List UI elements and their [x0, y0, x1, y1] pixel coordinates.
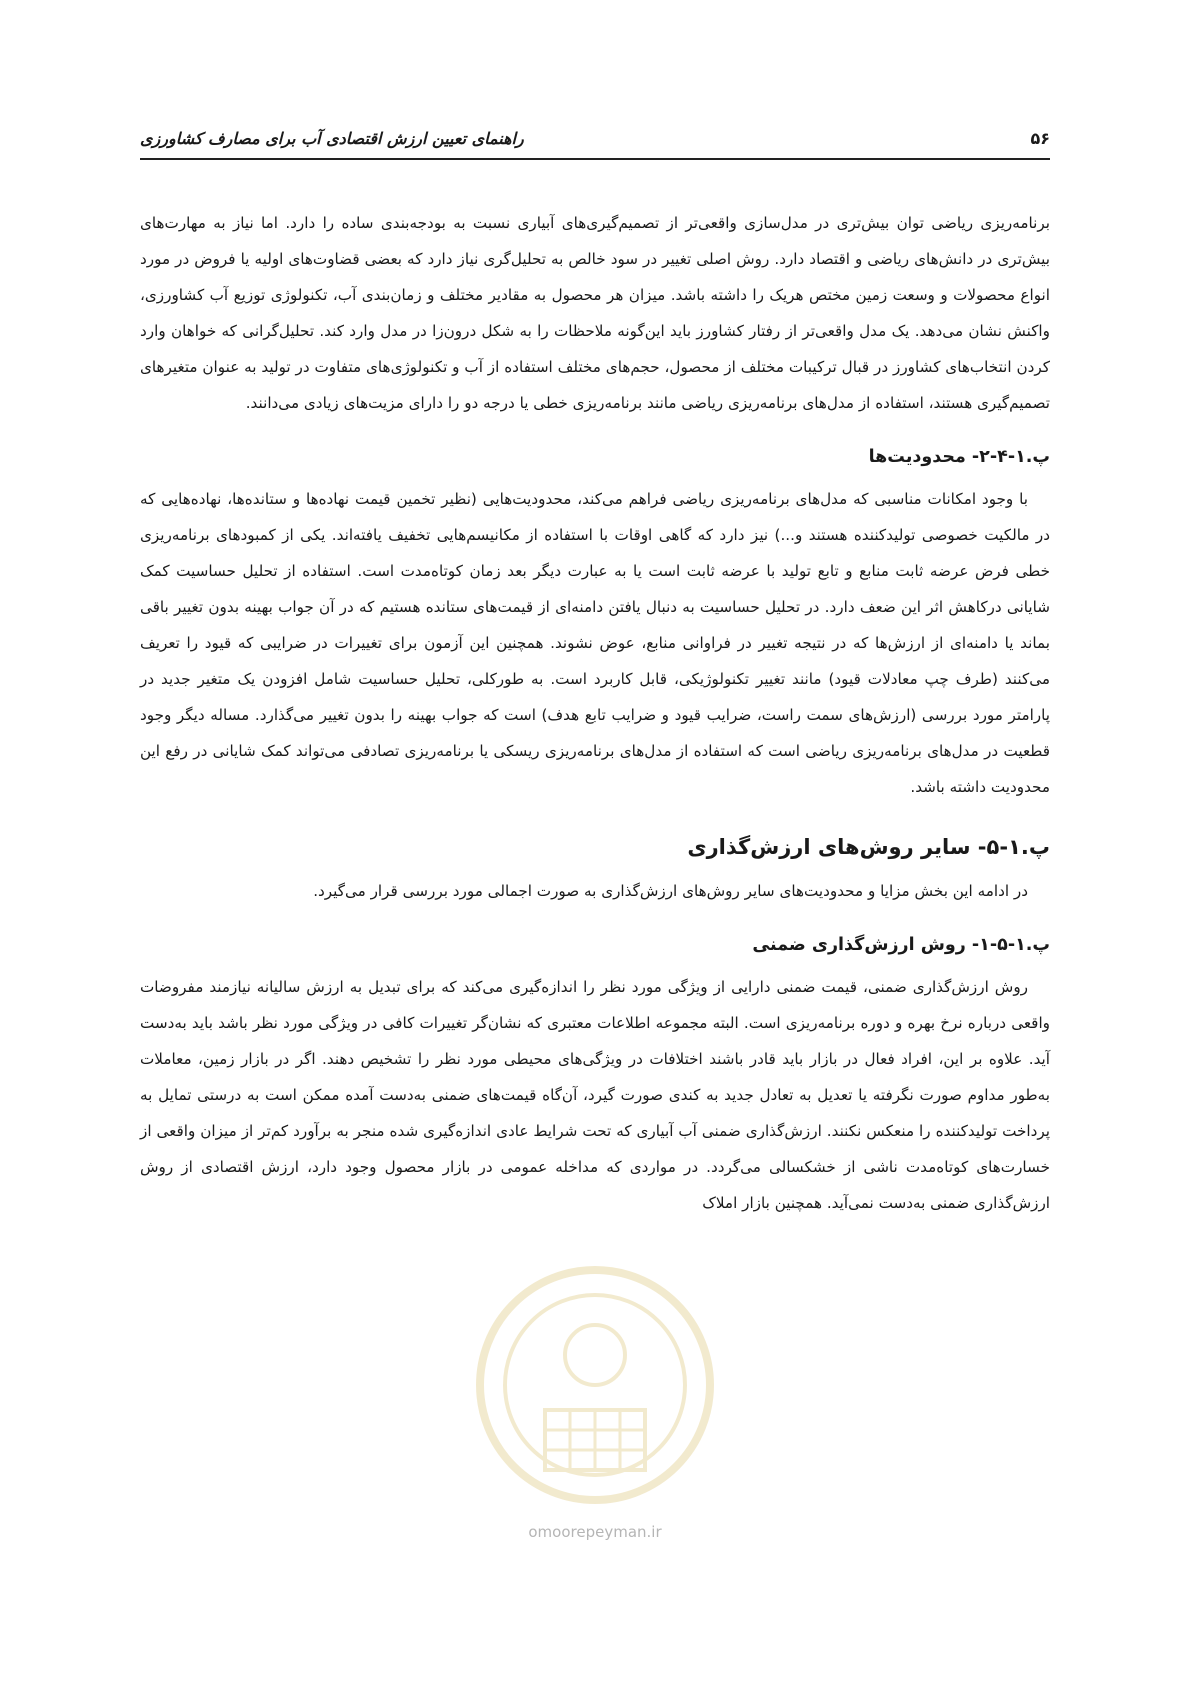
header-title: راهنمای تعیین ارزش اقتصادی آب برای مصارف کشاورزی	[140, 128, 524, 148]
watermark-url: omoorepeyman.ir	[528, 1523, 662, 1541]
section-heading-other-methods: پ.۱-۵- سایر روش‌های ارزش‌گذاری	[687, 835, 1050, 859]
paragraph-other-methods: در ادامه این بخش مزایا و محدودیت‌های سایر روش‌های ارزش‌گذاری به صورت اجمالی مورد بررسی قرار می‌گیرد.	[313, 882, 1028, 900]
paragraph-intro: برنامه‌ریزی ریاضی توان بیش‌تری در مدل‌سازی واقعی‌تر از تصمیم‌گیری‌های آبیاری نسبت به بودجه‌بندی ساده را دارد. اما نیاز به مهارت‌های بیش‌تری در دانش‌های ریاضی و اقتصاد دارد. روش اصلی تغییر در سود خالص به تحلیل‌گری نیاز دارد که بعضی قضاوت‌های اولیه یا فروض در مورد انواع محصولات و وسعت زمین مختص هریک را داشته باشد. میزان هر محصول به مقادیر مختلف و زمان‌بندی آب، تکنولوژی توزیع آب کشاورزی، واکنش نشان می‌دهد. یک مدل واقعی‌تر از رفتار کشاورز باید این‌گونه ملاحظات را به شکل درون‌زا در مدل وارد کند. تحلیل‌گرانی که خواهان وارد کردن انتخاب‌های کشاورز در قبال ترکیبات مختلف از محصول، حجم‌های مختلف استفاده از آب و تکنولوژی‌های متفاوت در تولید به عنوان متغیرهای تصمیم‌گیری هستند، استفاده از مدل‌های برنامه‌ریزی ریاضی مانند برنامه‌ریزی خطی یا درجه دو را دارای مزیت‌های زیادی می‌دانند.	[140, 214, 1050, 412]
section-heading-implicit-valuation: پ.۱-۵-۱- روش ارزش‌گذاری ضمنی	[752, 935, 1050, 955]
paragraph-limitations: با وجود امکانات مناسبی که مدل‌های برنامه‌ریزی ریاضی فراهم می‌کند، محدودیت‌هایی (نظیر تخمین قیمت نهاده‌ها و ستانده‌ها، نهاده‌هایی که در مالکیت خصوصی تولیدکننده هستند و...) نیز دارد که گاهی اوقات با استفاده از مکانیسم‌هایی تخفیف یافته‌اند. یکی از کمبودهای برنامه‌ریزی خطی فرض عرضه ثابت منابع و تابع تولید با عرضه ثابت است یا به عبارت دیگر بعد زمان کوتاه‌مدت است. استفاده از تحلیل حساسیت کمک شایانی درکاهش اثر این ضعف دارد. در تحلیل حساسیت به دنبال یافتن دامنه‌ای از قیمت‌های ستانده هستیم که در آن جواب بهینه بدون تغییر باقی بماند یا دامنه‌ای از ارزش‌ها که در نتیجه تغییر در فراوانی منابع، عوض نشوند. همچنین این آزمون برای تغییرات در ضرایبی که قیود را تعریف می‌کنند (طرف چپ معادلات قیود) مانند تغییر تکنولوژیکی، قابل کاربرد است. به طورکلی، تحلیل حساسیت شامل افزودن یک متغیر جدید در پارامتر مورد بررسی (ارزش‌های سمت راست، ضرایب قیود و ضرایب تابع هدف) است که جواب بهینه را بدون تغییر می‌گذارد. مساله دیگر وجود قطعیت در مدل‌های برنامه‌ریزی ریاضی است که استفاده از مدل‌های برنامه‌ریزی ریسکی یا برنامه‌ریزی تصادفی می‌تواند کمک شایانی در رفع این محدودیت داشته باشد.	[140, 490, 1050, 796]
paragraph-implicit-valuation: روش ارزش‌گذاری ضمنی، قیمت ضمنی دارایی از ویژگی مورد نظر را اندازه‌گیری می‌کند که برای تبدیل به ارزش سالیانه نیازمند مفروضات واقعی درباره نرخ بهره و دوره برنامه‌ریزی است. البته مجموعه اطلاعات معتبری که نشان‌گر تغییرات کافی در ویژگی مورد نظر باشد باید به‌دست آید. علاوه بر این، افراد فعال در بازار باید قادر باشند اختلافات در ویژگی‌های محیطی مورد نظر را تشخیص دهند. اگر در بازار زمین، معاملات به‌طور مداوم صورت نگرفته یا تعدیل به تعادل جدید به کندی صورت گیرد، آن‌گاه قیمت‌های ضمنی به‌دست آمده ممکن است به درستی تمایل به پرداخت تولیدکننده را منعکس نکنند. ارزش‌گذاری ضمنی آب آبیاری که تحت شرایط عادی اندازه‌گیری شده منجر به برآورد کم‌تر از میزان واقعی از خسارت‌های کوتاه‌مدت ناشی از خشکسالی می‌گردد. در مواردی که مداخله عمومی در بازار محصول وجود دارد، ارزش اقتصادی از روش ارزش‌گذاری ضمنی به‌دست نمی‌آید. همچنین بازار املاک	[140, 978, 1050, 1212]
section-heading-limitations: پ.۱-۴-۲- محدودیت‌ها	[868, 447, 1050, 467]
watermark-logo-icon	[470, 1260, 720, 1520]
running-header	[140, 118, 1050, 160]
main-content	[140, 205, 1050, 1221]
page-number: ۵۶	[1030, 128, 1050, 148]
